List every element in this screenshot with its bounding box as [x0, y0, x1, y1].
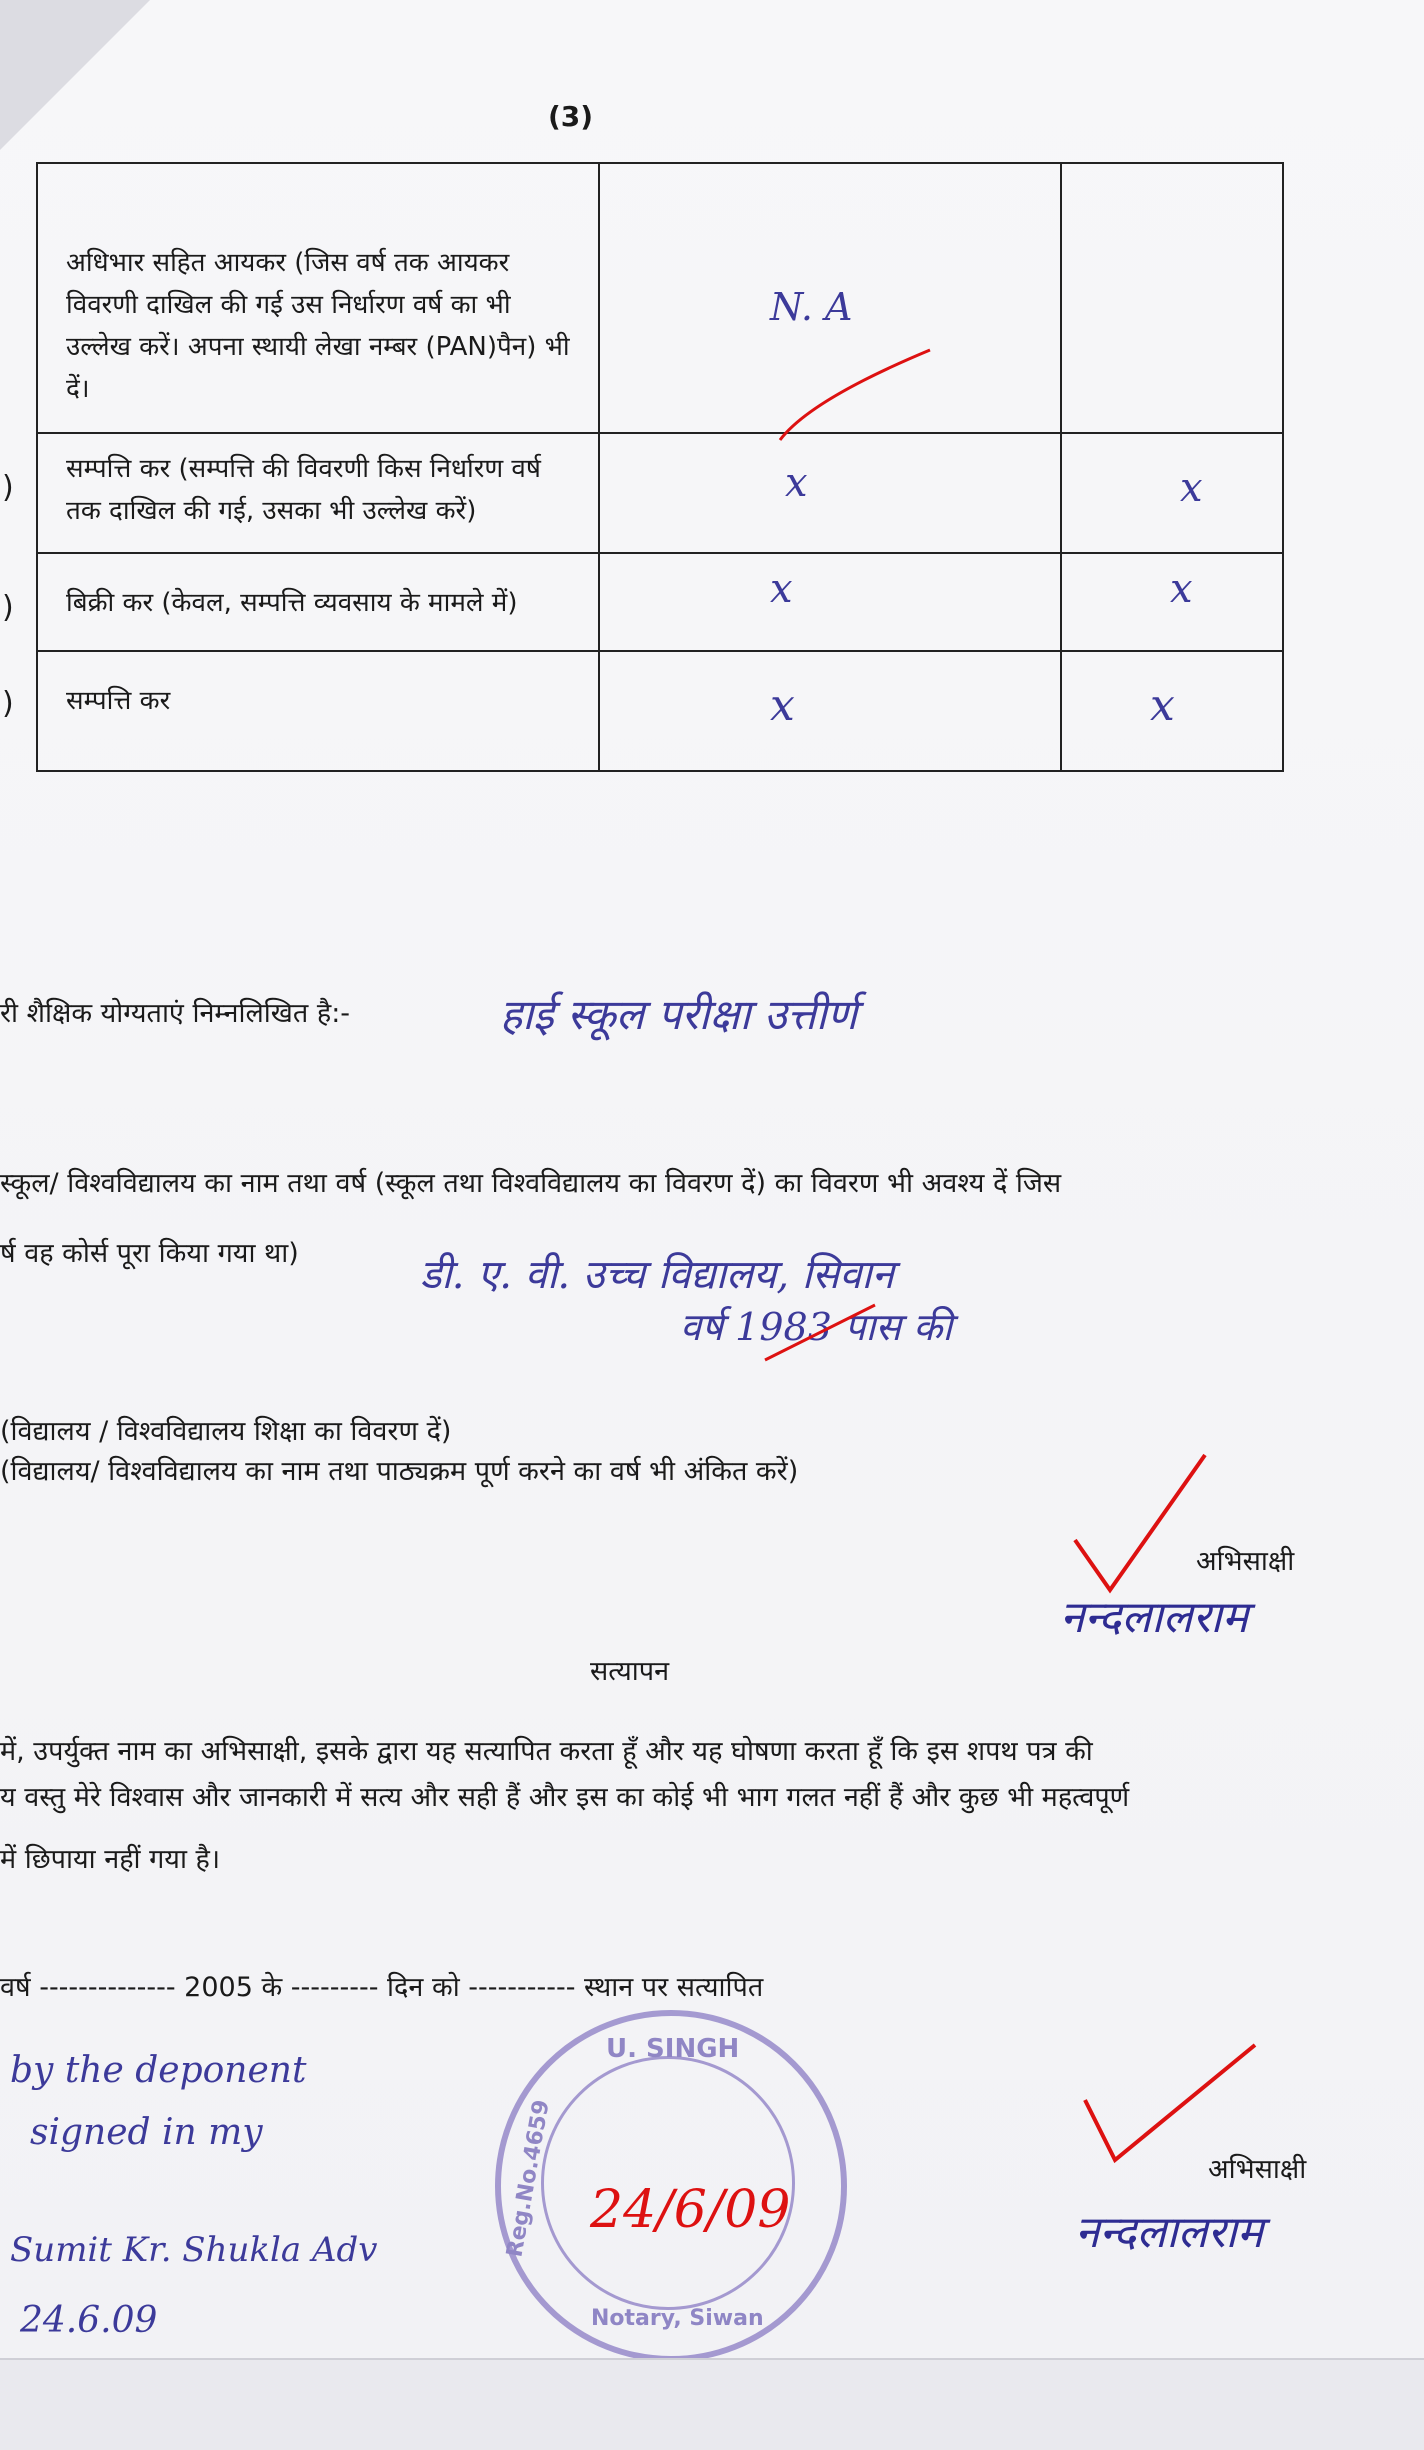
university-instruction-line2: (विद्यालय/ विश्वविद्यालय का नाम तथा पाठ्यक्रम पूर्ण करने का वर्ष भी अंकित करें) — [0, 1456, 799, 1487]
school-instruction-line1: स्कूल/ विश्वविद्यालय का नाम तथा वर्ष (स्कूल तथा विश्वविद्यालय का विवरण दें) का विवरण भी अवश्य दें जिस — [0, 1168, 1062, 1199]
table-row — [37, 433, 1283, 553]
page-number: (3) — [548, 100, 594, 133]
handwritten-cross: x — [770, 566, 793, 612]
verification-line2: य वस्तु मेरे विश्वास और जानकारी में सत्य और सही हैं और इस का कोई भी भाग गलत नहीं हैं और कुछ भी महत्वपूर्ण — [0, 1782, 1130, 1813]
stamp-text-bottom: Notary, Siwan — [591, 2306, 764, 2331]
qualification-label: री शैक्षिक योग्यताएं निम्नलिखित है:- — [0, 998, 351, 1029]
table-cell-label — [37, 553, 599, 651]
tax-details-table — [36, 162, 1284, 772]
verification-line3: में छिपाया नहीं गया है। — [0, 1844, 221, 1875]
school-instruction-line2: र्ष वह कोर्स पूरा किया गया था) — [0, 1238, 299, 1269]
table-cell-value — [599, 553, 1061, 651]
table-cell-value — [1061, 433, 1283, 553]
handwritten-school-name: डी. ए. वी. उच्च विद्यालय, सिवान — [420, 1252, 894, 1298]
wealth-tax-label: सम्पत्ति कर (सम्पत्ति की विवरणी किस निर्धारण वर्ष तक दाखिल की गई, उसका भी उल्लेख करें) — [66, 454, 541, 526]
deponent-label-2: अभिसाक्षी — [1208, 2154, 1307, 2185]
identification-line1: by the deponent — [10, 2050, 307, 2091]
handwritten-cross: x — [770, 680, 795, 731]
red-strike-mark — [760, 1295, 880, 1365]
table-cell-value — [1061, 163, 1283, 433]
property-tax-label: सम्पत्ति कर — [66, 686, 171, 716]
handwritten-na: N. A — [770, 285, 853, 329]
table-row — [37, 651, 1283, 771]
handwritten-school-year: वर्ष 1983 पास की — [680, 1305, 953, 1349]
income-tax-label: अधिभार सहित आयकर (जिस वर्ष तक आयकर विवरणी दाखिल की गई उस निर्धारण वर्ष का भी उल्लेख करें। अपना स्थायी लेखा नम्बर (PAN)पैन) भी दें। — [66, 248, 570, 404]
table-cell-label — [37, 651, 599, 771]
verification-date-line: वर्ष -------------- 2005 के --------- दिन को ----------- स्थान पर सत्यापित — [0, 1972, 764, 2003]
stamp-text-top: U. SINGH — [606, 2034, 740, 2064]
identification-advocate: Sumit Kr. Shukla Adv — [10, 2230, 378, 2270]
deponent-signature: नन्दलालराम — [1060, 1592, 1249, 1643]
handwritten-cross: x — [785, 460, 808, 506]
handwritten-cross: x — [1170, 566, 1193, 612]
margin-bracket: ) — [2, 686, 14, 721]
red-tick-mark — [1065, 1450, 1215, 1600]
margin-bracket: ) — [2, 590, 14, 625]
table-cell-label — [37, 163, 599, 433]
stamp-text-left: Reg.No.4659 — [502, 2097, 555, 2260]
handwritten-qualification: हाई स्कूल परीक्षा उत्तीर्ण — [500, 990, 858, 1039]
margin-bracket: ) — [2, 470, 14, 505]
verification-title: सत्यापन — [590, 1656, 670, 1687]
deponent-signature-2: नन्दलालराम — [1075, 2207, 1264, 2258]
verification-line1: में, उपर्युक्त नाम का अभिसाक्षी, इसके द्वारा यह सत्यापित करता हूँ और यह घोषणा करता हूँ कि इस शपथ पत्र की — [0, 1736, 1093, 1767]
notary-signature: 24/6/09 — [590, 2180, 791, 2240]
red-tick-mark — [770, 340, 940, 450]
table-row — [37, 553, 1283, 651]
table-row — [37, 163, 1283, 433]
table-cell-label — [37, 433, 599, 553]
university-instruction-line1: (विद्यालय / विश्वविद्यालय शिक्षा का विवरण दें) — [0, 1416, 452, 1447]
deponent-label: अभिसाक्षी — [1196, 1546, 1295, 1577]
identification-line2: signed in my — [30, 2112, 263, 2153]
handwritten-cross: x — [1180, 465, 1203, 511]
sales-tax-label: बिक्री कर (केवल, सम्पत्ति व्यवसाय के मामले में) — [66, 588, 518, 618]
folded-corner — [0, 0, 150, 150]
handwritten-cross: x — [1150, 680, 1175, 731]
identification-date: 24.6.09 — [20, 2300, 158, 2341]
underlying-page-edge — [0, 2358, 1424, 2450]
table-cell-value — [599, 433, 1061, 553]
table-cell-value — [599, 651, 1061, 771]
